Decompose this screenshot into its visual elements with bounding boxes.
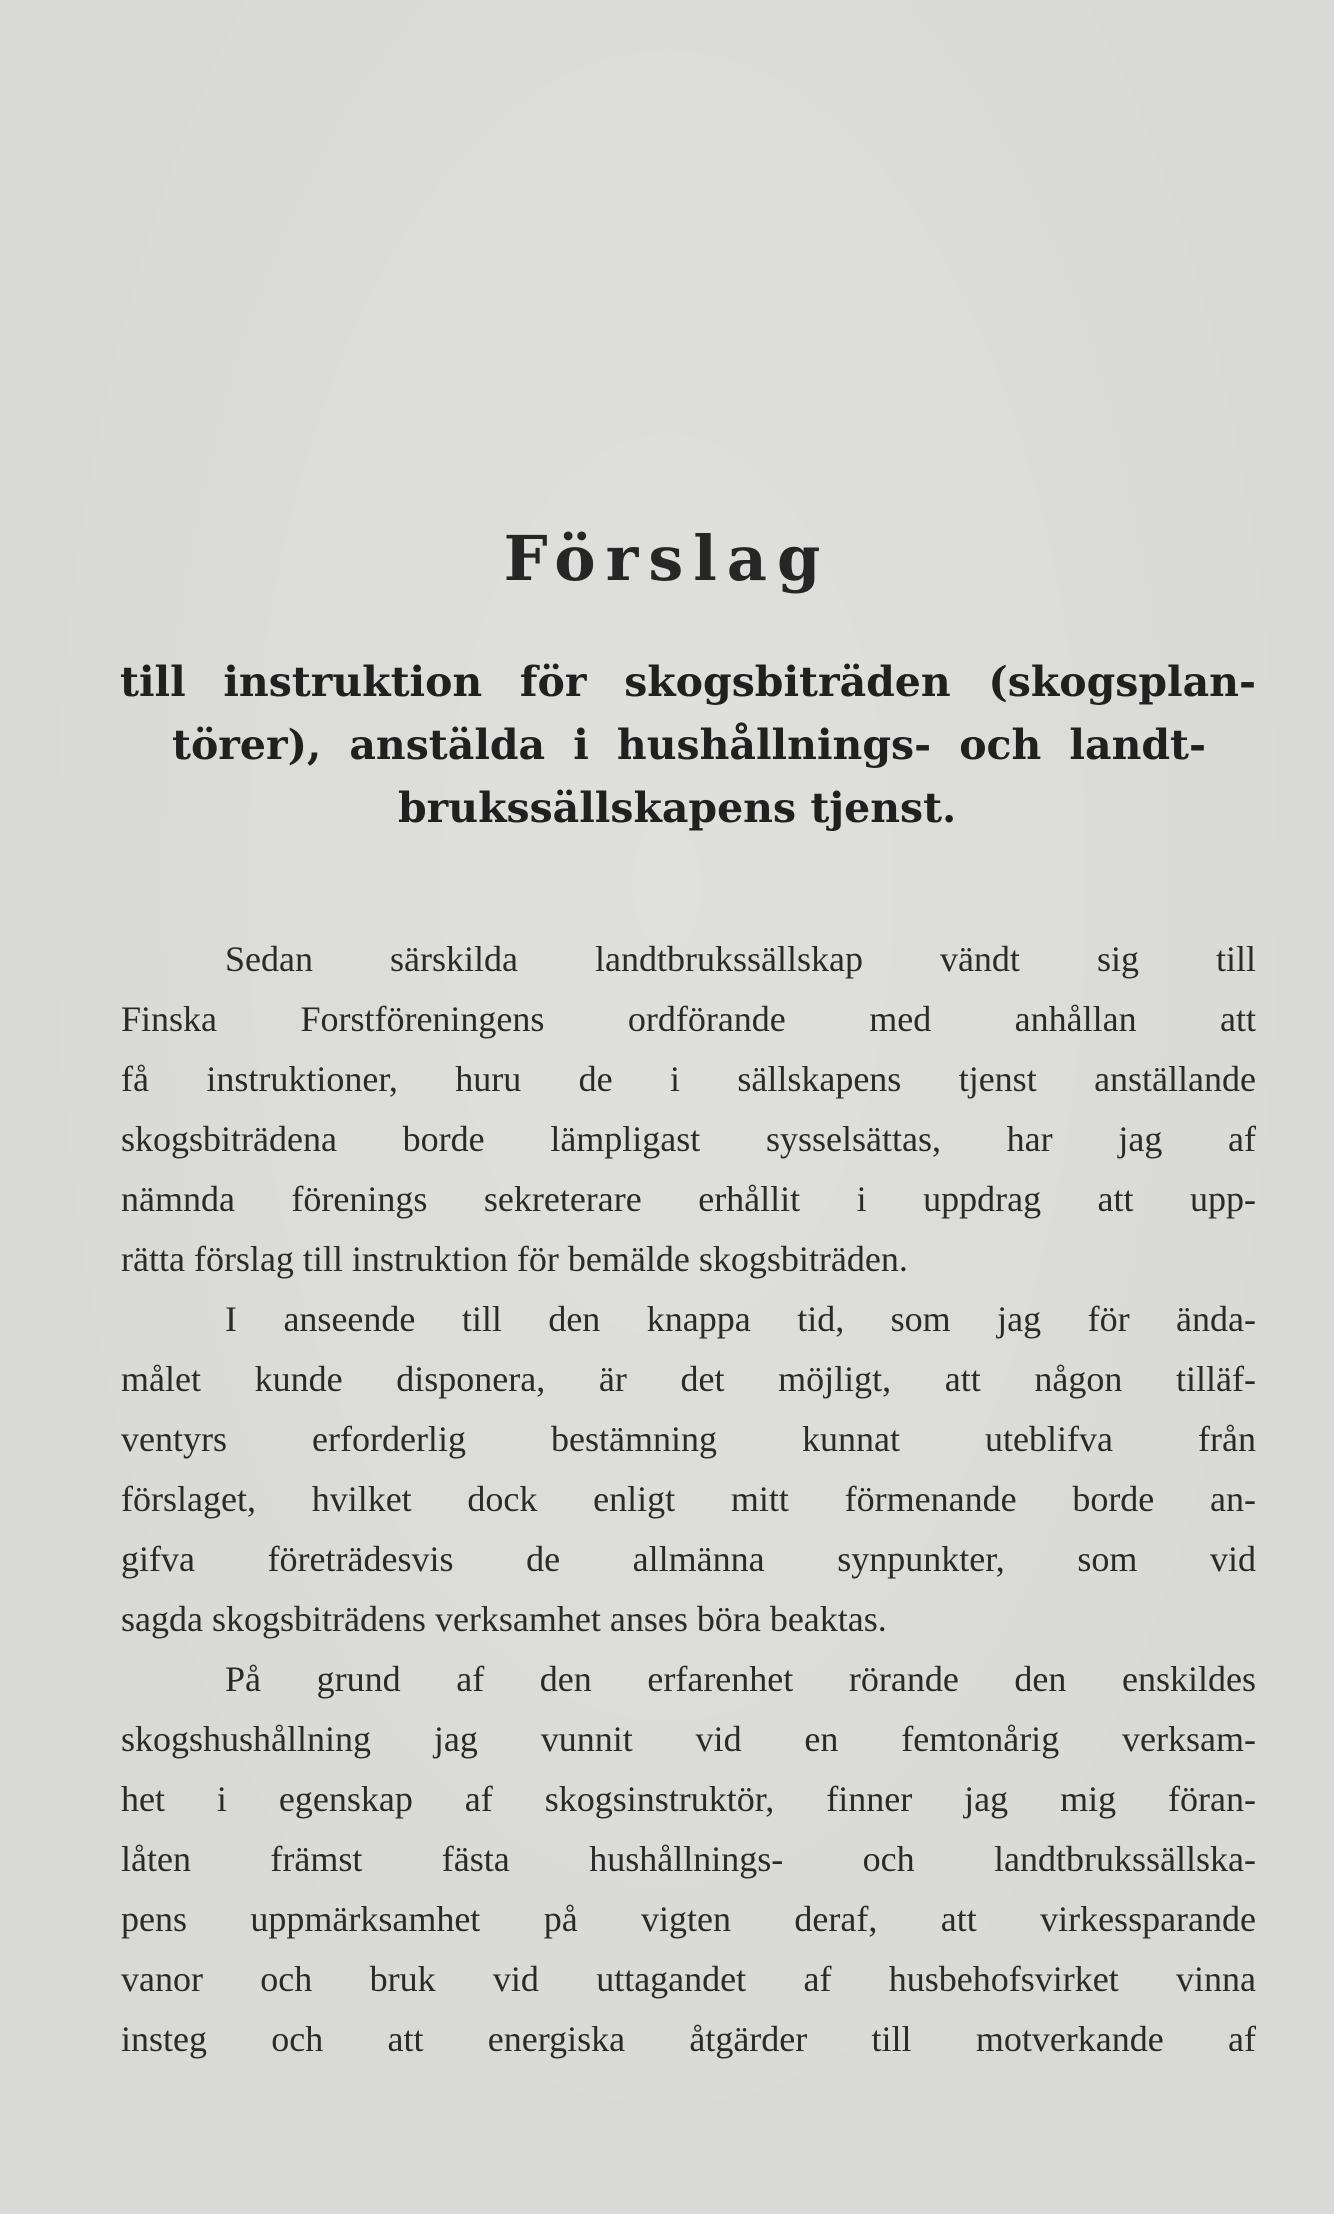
paragraph-line: sagda skogsbiträdens verksamhet anses böra beaktas. [121,1599,887,1639]
paragraph-line: låten främst fästa hushållnings- och landtbrukssällska- [121,1839,1256,1879]
paragraph-line: nämnda förenings sekreterare erhållit i uppdrag att upp- [121,1179,1256,1219]
paragraph-line: insteg och att energiska åtgärder till motverkande af [121,2019,1256,2059]
paragraph-line: ventyrs erforderlig bestämning kunnat uteblifva från [121,1419,1256,1459]
paragraph-line: skogsbiträdena borde lämpligast sysselsättas, har jag af [121,1119,1256,1159]
paragraph-line: målet kunde disponera, är det möjligt, att någon tilläf- [121,1359,1256,1399]
paragraph-line: få instruktioner, huru de i sällskapens tjenst anställande [121,1059,1256,1099]
paragraph-line: skogshushållning jag vunnit vid en femtonårig verksam- [121,1719,1256,1759]
paragraph-line: het i egenskap af skogsinstruktör, finner jag mig föran- [121,1779,1256,1819]
paragraph-line: gifva företrädesvis de allmänna synpunkter, som vid [121,1539,1256,1579]
paragraph-line: På grund af den erfarenhet rörande den enskildes [225,1659,1256,1699]
subtitle-line: till instruktion för skogsbiträden (skogsplan- [120,658,1256,706]
paragraph-line: förslaget, hvilket dock enligt mitt förmenande borde an- [121,1479,1256,1519]
page-title: Förslag [503,522,831,595]
subtitle-line: brukssällskapens tjenst. [398,784,957,832]
subtitle-line: törer), anstälda i hushållnings- och landt- [172,721,1206,769]
paragraph-line: pens uppmärksamhet på vigten deraf, att virkessparande [121,1899,1256,1939]
paragraph-line: Finska Forstföreningens ordförande med anhållan att [121,999,1256,1039]
paragraph-line: rätta förslag till instruktion för bemälde skogsbiträden. [121,1239,908,1279]
paragraph-line: vanor och bruk vid uttagandet af husbehofsvirket vinna [121,1959,1256,1999]
paragraph-line: Sedan särskilda landtbrukssällskap vändt sig till [225,939,1256,979]
paragraph-line: I anseende till den knappa tid, som jag för ända- [225,1299,1256,1339]
